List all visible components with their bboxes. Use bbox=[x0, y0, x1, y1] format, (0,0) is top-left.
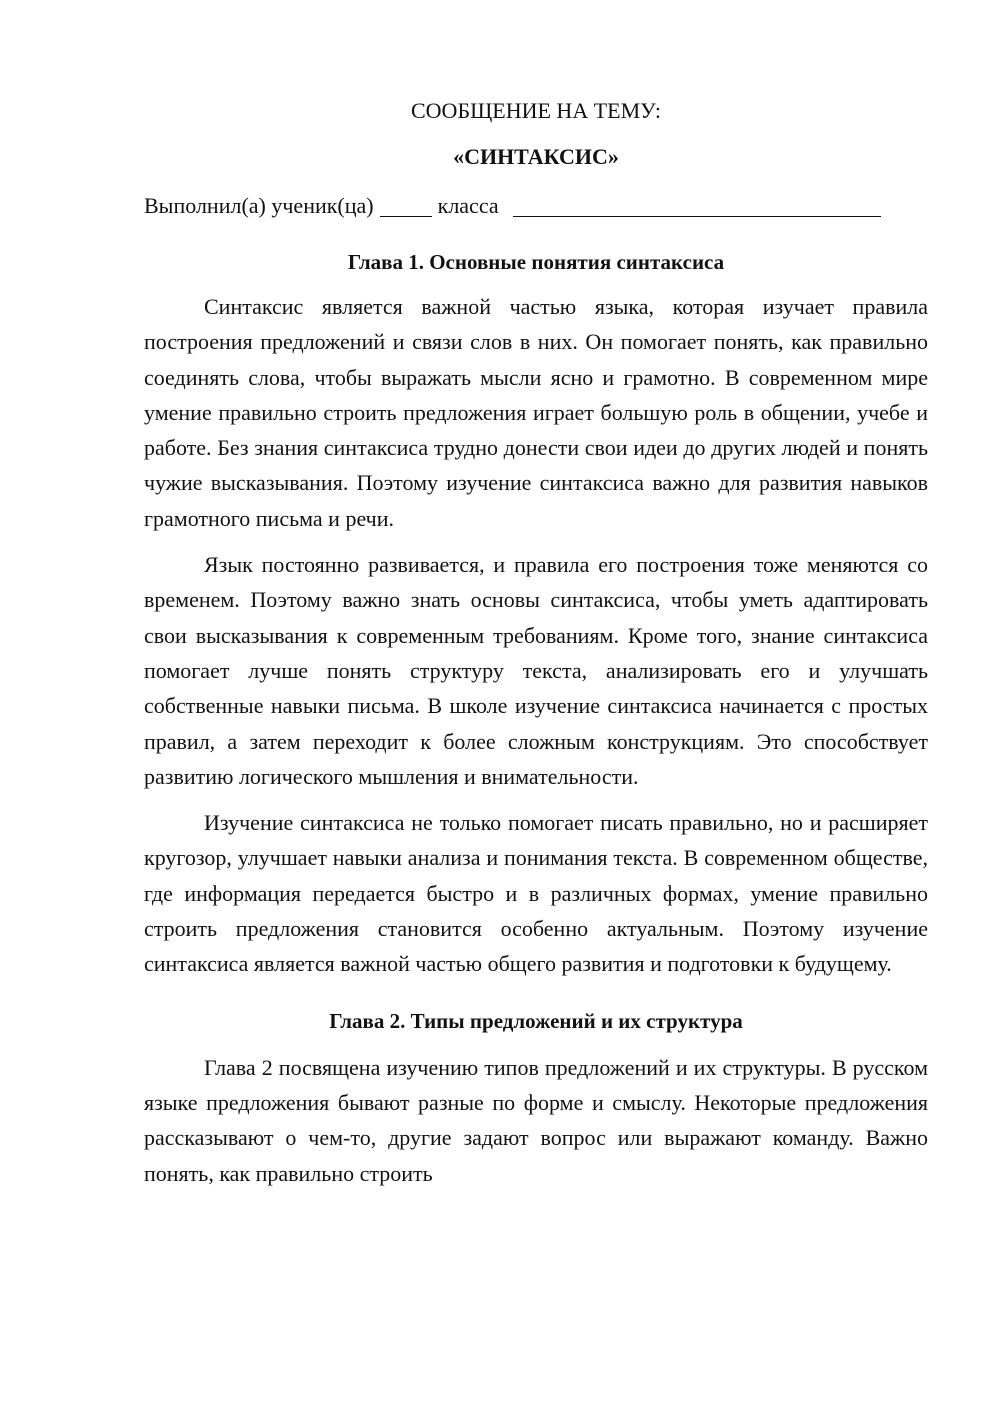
chapter-2-title: Глава 2. Типы предложений и их структура bbox=[329, 1008, 743, 1033]
chapter-1-title: Глава 1. Основные понятия синтаксиса bbox=[347, 250, 725, 274]
class-label: класса bbox=[437, 193, 499, 218]
chapter-1-paragraph-1: Синтаксис является важной частью языка, которая изучает правила построения предложений и связи слов в них. Он помогает понять, как правильно соединять слова, чтобы выражать мысли ясно и грамотно. В современном мире умение правильно строить предложения играет большую роль в общении, учебе и работе. Без знания синтаксиса трудно донести свои идеи до других людей и понять чужие высказывания. Поэтому изучение синтаксиса важно для развития навыков грамотного письма и речи. bbox=[144, 294, 928, 531]
document-title: СООБЩЕНИЕ НА ТЕМУ: bbox=[411, 98, 661, 123]
chapter-1-paragraph-3: Изучение синтаксиса не только помогает писать правильно, но и расширяет кругозор, улучшает навыки анализа и понимания текста. В современном обществе, где информация передается быстро и в различных формах, умение правильно строить предложения становится особенно актуальным. Поэтому изучение синтаксиса является важной частью общего развития и подготовки к будущему. bbox=[144, 810, 928, 977]
class-number-blank bbox=[380, 194, 432, 217]
author-line bbox=[144, 190, 928, 221]
chapter-1-paragraph-2: Язык постоянно развивается, и правила его построения тоже меняются со временем. Поэтому важно знать основы синтаксиса, чтобы уметь адаптировать свои высказывания к современным требованиям. Кроме того, знание синтаксиса помогает лучше понять структуру текста, анализировать его и улучшать собственные навыки письма. В школе изучение синтаксиса начинается с простых правил, а затем переходит к более сложным конструкциям. Это способствует развитию логического мышления и внимательности. bbox=[144, 552, 928, 789]
document-page bbox=[144, 92, 928, 1191]
chapter-2-paragraph-1: Глава 2 посвящена изучению типов предложений и их структуры. В русском языке предложения бывают разные по форме и смыслу. Некоторые предложения рассказывают о чем-то, другие задают вопрос или выражают команду. Важно понять, как правильно строить bbox=[144, 1054, 928, 1186]
author-label: Выполнил(а) ученик(ца) bbox=[144, 193, 374, 218]
student-name-blank bbox=[513, 194, 881, 217]
document-subject: «СИНТАКСИС» bbox=[453, 144, 619, 169]
